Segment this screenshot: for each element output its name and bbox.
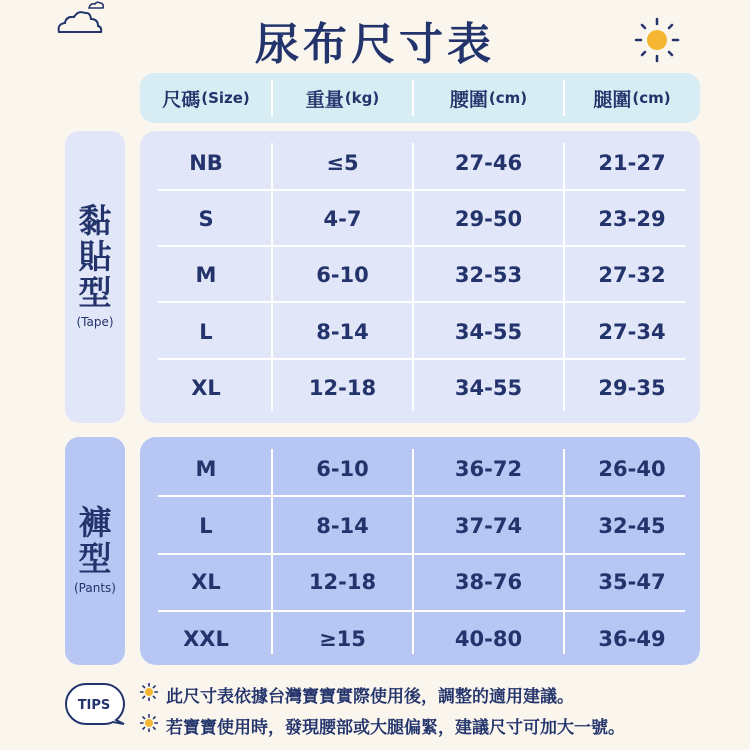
tape-cell-weight: ≤5 <box>326 151 359 175</box>
tips-badge-text: TIPS <box>77 698 111 713</box>
pants-label: 褲 型 <box>78 503 112 578</box>
tape-cell-weight: 8-14 <box>316 319 369 344</box>
pants-cell-size: XXL <box>183 626 229 651</box>
header-waist: 腰圍 (cm) <box>449 88 528 111</box>
tape-cell-weight: 12-18 <box>308 375 377 400</box>
header-size: 尺碼 (Size) <box>162 88 250 111</box>
pants-cell-waist: 36-72 <box>454 457 523 481</box>
sun-bullet-icon <box>140 683 158 701</box>
pants-cell-size: M <box>195 457 217 481</box>
tape-side-label <box>65 131 125 423</box>
pants-cell-weight: 6-10 <box>316 457 369 481</box>
tape-cell-size: L <box>199 319 213 344</box>
tape-cell-leg: 27-32 <box>598 263 666 288</box>
tape-cell-waist: 34-55 <box>454 375 523 400</box>
tape-cell-leg: 21-27 <box>598 151 666 175</box>
pants-cell-waist: 38-76 <box>454 570 523 594</box>
page-title: 尿布尺寸表 <box>255 19 495 70</box>
pants-cell-leg: 35-47 <box>598 570 666 594</box>
pants-side-label <box>65 437 125 665</box>
tips-badge <box>64 682 126 726</box>
tape-cell-size: S <box>198 207 214 232</box>
tape-label: 黏 貼 型 <box>78 201 112 312</box>
tape-cell-weight: 4-7 <box>323 207 362 232</box>
pants-cell-weight: ≥15 <box>319 626 366 651</box>
pants-cell-size: L <box>199 513 213 538</box>
tape-cell-leg: 27-34 <box>598 319 666 344</box>
pants-cell-leg: 26-40 <box>598 457 666 481</box>
header-leg: 腿圍 (cm) <box>593 88 671 111</box>
tape-cell-waist: 34-55 <box>454 319 523 344</box>
tip-line-2: 若寶寶使用時，發現腰部或大腿偏緊，建議尺寸可加大一號。 <box>166 718 625 738</box>
tape-cell-leg: 23-29 <box>598 207 666 232</box>
tape-sub: (Tape) <box>76 315 114 329</box>
tip-line-1: 此尺寸表依據台灣寶寶實際使用後，調整的適用建議。 <box>166 687 574 707</box>
tape-cell-waist: 27-46 <box>454 151 523 175</box>
pants-sub: (Pants) <box>74 581 116 595</box>
pants-cell-leg: 36-49 <box>598 626 666 651</box>
tape-cell-size: NB <box>189 151 223 175</box>
pants-cell-weight: 12-18 <box>308 570 377 594</box>
pants-cell-waist: 37-74 <box>454 513 523 538</box>
header-weight: 重量 (kg) <box>305 88 380 111</box>
sun-bullet-icon <box>140 714 158 732</box>
tape-cell-waist: 29-50 <box>454 207 523 232</box>
pants-cell-waist: 40-80 <box>454 626 523 651</box>
tape-cell-size: XL <box>191 375 221 400</box>
tape-cell-size: M <box>195 263 217 288</box>
tape-cell-leg: 29-35 <box>598 375 666 400</box>
pants-cell-weight: 8-14 <box>316 513 369 538</box>
tape-cell-weight: 6-10 <box>316 263 369 288</box>
pants-cell-size: XL <box>191 570 221 594</box>
tape-cell-waist: 32-53 <box>454 263 523 288</box>
pants-cell-leg: 32-45 <box>598 513 666 538</box>
